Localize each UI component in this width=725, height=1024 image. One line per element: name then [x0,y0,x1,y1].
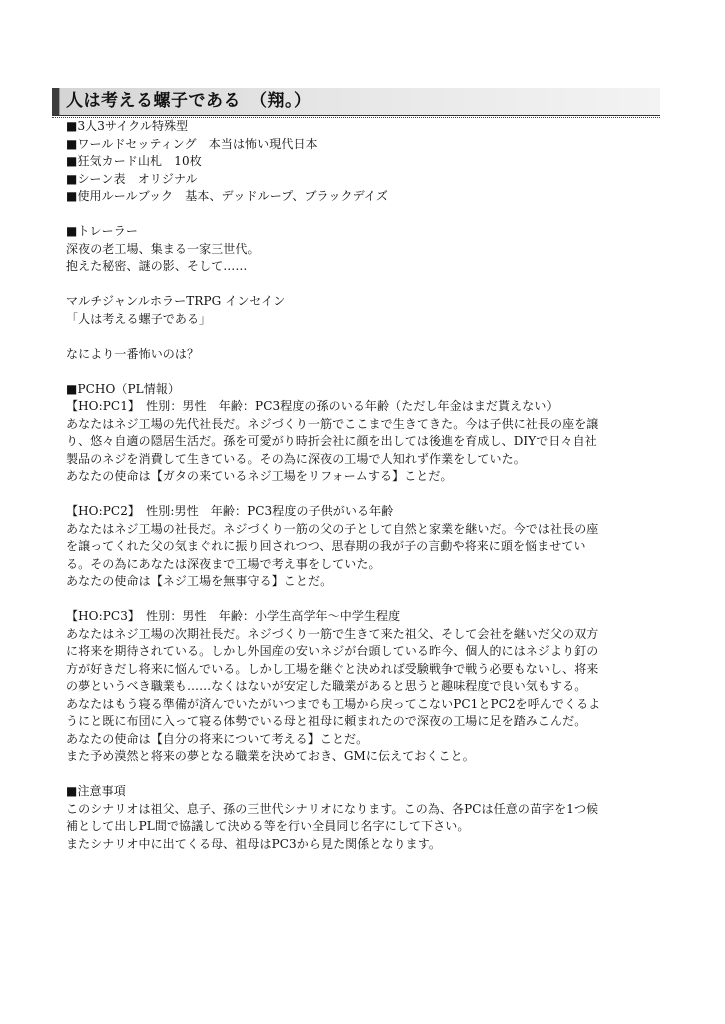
pc2-section [66,503,666,591]
pcho-heading: ■PCHO（PL情報） [66,381,181,396]
pc1-heading: 【HO:PC1】 性別：男性 年齢：PC3程度の孫のいる年齢（ただし年金はまだ貰えない） [66,399,559,413]
pc2-line: あなたはネジ工場の社長だ。ネジづくり一筋の父の子として自然と家業を継いだ。今では社長の座 [66,521,599,536]
pc3-line: に将来を期待されている。しかし外国産の安いネジが台頭している昨今、個人的にはネジより釘の [66,644,599,658]
overview-line: ■狂気カード山札 10枚 [66,154,202,168]
overview-line: ■使用ルールブック 基本、デッドループ、ブラックデイズ [66,189,388,203]
trailer-line: 深夜の老工場、集まる一家三世代。 [66,241,260,256]
page-title: 人は考える螺子である （翔。） [66,91,312,111]
pc3-line: あなたはネジ工場の次期社長だ。ネジづくり一筋で生きて来た祖父、そして会社を継いだ父の双方 [66,626,599,641]
pc3-heading: 【HO:PC3】 性別：男性 年齢：小学生高学年～中学生程度 [66,609,401,623]
tagline-line: 「人は考える螺子である」 [66,311,212,326]
overview-line: ■ワールドセッティング 本当は怖い現代日本 [66,136,318,151]
notes-line: 補として出しPL間で協議して決める等を行い全員同じ名字にして下さい。 [66,819,470,833]
pc3-line: あなたはもう寝る準備が済んでいたがいつまでも工場から戻ってこないPC1とPC2を呼んでくるよ [66,696,601,711]
notes-heading: ■注意事項 [66,784,126,798]
notes-line: このシナリオは祖父、息子、孫の三世代シナリオになります。この為、各PCは任意の苗字を1つ候 [66,801,599,816]
overview-line: ■3人3サイクル特殊型 [66,119,189,133]
pc3-line: 方が好きだし将来に悩んでいる。しかし工場を継ぐと決めれば受験戦争で戦う必要もないし、将来 [66,661,599,676]
pc1-line: 製品のネジを消費して生きている。その為に深夜の工場で人知れず作業をしていた。 [66,451,526,466]
pc2-heading: 【HO:PC2】 性別:男性 年齢：PC3程度の子供がいる年齢 [66,504,394,518]
title-bar [52,88,660,116]
pc2-line: を譲ってくれた父の気まぐれに振り回されつつ、思春期の我が子の言動や将来に頭を悩ませてい [66,539,586,553]
pc1-line: あなたの使命は【ガタの来ているネジ工場をリフォームする】ことだ。 [66,469,453,483]
question-line: なにより一番怖いのは？ [66,346,200,361]
trailer-section [66,223,666,276]
pc3-section [66,608,666,766]
trailer-line: 抱えた秘密、謎の影、そして…… [66,259,248,273]
pc2-line: る。その為にあなたは深夜まで工場で考え事をしていた。 [66,556,381,571]
pc1-line: あなたはネジ工場の先代社長だ。ネジづくり一筋でここまで生きてきた。今は子供に社長の座を譲 [66,416,599,431]
pc1-section [66,398,666,486]
tagline-line: マルチジャンルホラーTRPG インセイン [66,294,286,308]
notes-line: またシナリオ中に出てくる母、祖母はPC3から見た関係となります。 [66,836,442,851]
pc3-line: あなたの使命は【自分の将来について考える】ことだ。 [66,731,369,746]
tagline-section [66,293,666,328]
pc3-line: また予め漠然と将来の夢となる職業を決めておき、GMに伝えておくこと。 [66,749,475,763]
overview-line: ■シーン表 オリジナル [66,171,198,186]
document-body [66,118,666,853]
overview-section [66,118,666,206]
pc3-line: の夢というべき職業も……なくはないが安定した職業があると思うと趣味程度で良い気もする。 [66,679,587,693]
pc3-line: うにと既に布団に入って寝る体勢でいる母と祖母に頼まれたので深夜の工場に足を踏みこんだ。 [66,714,587,728]
pc1-line: り、悠々自適の隠居生活だ。孫を可愛がり時折会社に顔を出しては後進を育成し、DIYで日々自社 [66,434,597,448]
trailer-heading: ■トレーラー [66,224,138,238]
notes-section [66,783,666,853]
title-accent-bar [52,88,60,115]
pc2-line: あなたの使命は【ネジ工場を無事守る】ことだ。 [66,574,333,588]
